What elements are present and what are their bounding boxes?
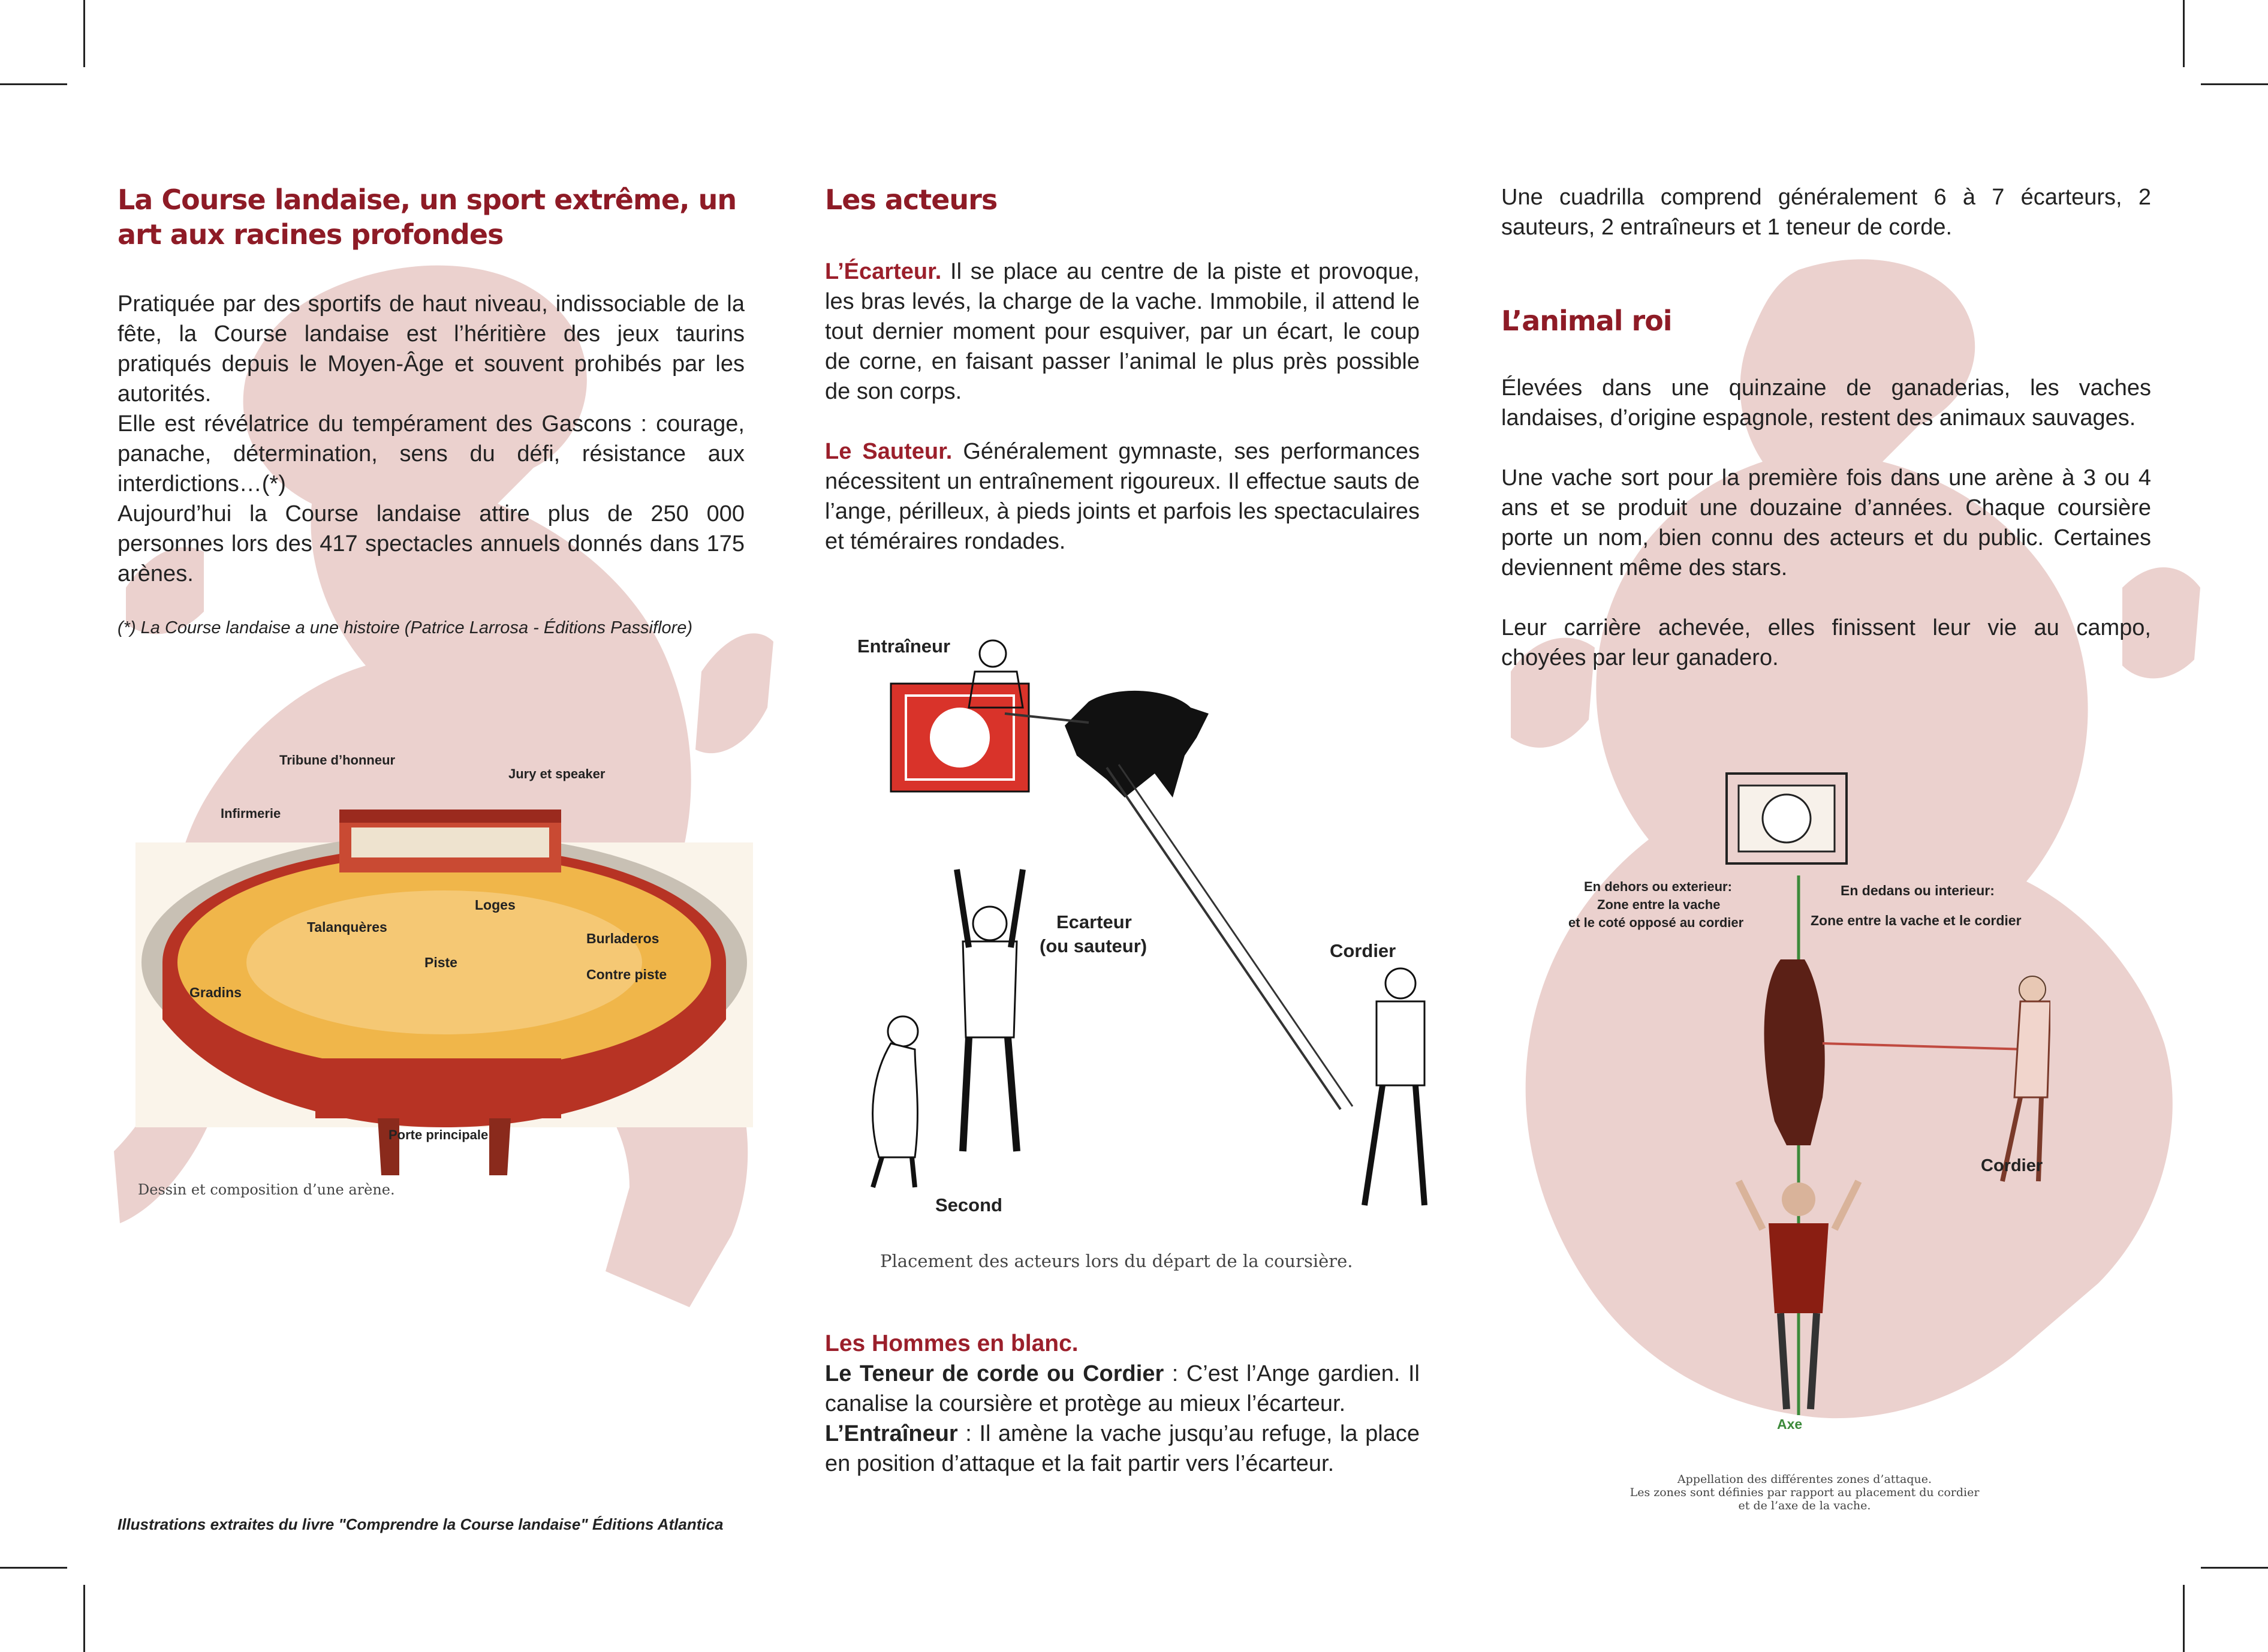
label-dehors-2: Zone entre la vache <box>1597 897 1721 912</box>
ecarteur-text: Il se place au centre de la piste et provoque, les bras levés, la charge de la vache. Immobile, il attend le tout dernier moment pour esquiver, par un écart, le coup de corne, en faisant passer l’animal le plus près possible de son corps. <box>825 259 1420 404</box>
teneur-paragraph <box>825 1359 1420 1419</box>
crop-mark <box>2183 0 2185 67</box>
paragraph: Elle est révélatrice du tempérament des Gascons : courage, panache, détermination, sens du défi, résistance aux interdictions…(*) <box>118 411 745 496</box>
paragraph: Pratiquée par des sportifs de haut niveau, indissociable de la fête, la Course landaise est l’héritière des jeux taurins pratiqués depuis le Moyen-Âge et souvent prohibés par les autorités. <box>118 291 745 407</box>
arena-illustration <box>135 744 753 1217</box>
teneur-text: : C’est l’Ange gardien. Il canalise la coursière et protège au mieux l’écarteur. <box>825 1361 1420 1416</box>
paragraph: Aujourd’hui la Course landaise attire plus de 250 000 personnes lors des 417 spectacles annuels donnés dans 175 arènes. <box>118 501 745 586</box>
label-dehors-3: et le coté opposé au cordier <box>1568 915 1744 930</box>
label-ou-sauteur: (ou sauteur) <box>1040 935 1147 956</box>
label-talanqueres: Talanquères <box>307 919 387 935</box>
crop-mark <box>2183 1585 2185 1652</box>
zones-caption-line: Les zones sont définies par rapport au placement du cordier <box>1630 1486 1980 1499</box>
label-tribune: Tribune d’honneur <box>279 753 396 768</box>
label-dehors-1: En dehors ou exterieur: <box>1584 879 1732 894</box>
paragraph: Une vache sort pour la première fois dans une arène à 3 ou 4 ans et se produit une douzaine d’années. Chaque coursière porte un nom, bien connu des acteurs et du public. Certaines deviennent même des stars. <box>1501 465 2151 580</box>
label-infirmerie: Infirmerie <box>221 806 281 821</box>
entraineur-text: : Il amène la vache jusqu’au refuge, la place en position d’attaque et la fait partir vers l’écarteur. <box>825 1421 1420 1476</box>
label-burladeros: Burladeros <box>586 931 659 946</box>
teneur-label: Le Teneur de corde ou Cordier <box>825 1361 1164 1386</box>
zones-illustration <box>1559 762 2050 1535</box>
paragraph: Leur carrière achevée, elles finissent leur vie au campo, choyées par leur ganadero. <box>1501 615 2151 670</box>
zones-caption-line: et de l’axe de la vache. <box>1738 1499 1871 1512</box>
entraineur-paragraph <box>825 1419 1420 1479</box>
paragraph: Élevées dans une quinzaine de ganaderias, les vaches landaises, d’origine espagnole, restent des animaux sauvages. <box>1501 375 2151 431</box>
crop-mark <box>2201 83 2268 85</box>
label-axe: Axe <box>1777 1416 1803 1432</box>
zones-drawing <box>1559 762 2050 1439</box>
crop-mark <box>2201 1567 2268 1569</box>
column-2 <box>825 182 1420 556</box>
footnote: (*) La Course landaise a une histoire (Patrice Larrosa - Éditions Passiflore) <box>118 618 693 637</box>
label-porte: Porte principale <box>388 1127 489 1142</box>
label-dedans-2: Zone entre la vache et le cordier <box>1811 913 2022 928</box>
section-heading: La Course landaise, un sport extrême, un art aux racines profondes <box>118 183 737 251</box>
crop-mark <box>0 1567 67 1569</box>
sauteur-text: Généralement gymnaste, ses performances nécessitent un entraînement rigoureux. Il effectue sauts de l’ange, périlleux, à pieds joints et parfois les spectaculaires et téméraires rondades. <box>825 439 1420 554</box>
zones-caption-line: Appellation des différentes zones d’attaque. <box>1677 1473 1932 1486</box>
label-second: Second <box>935 1194 1002 1215</box>
ecarteur-label: L’Écarteur. <box>825 259 942 284</box>
zones-caption <box>1559 1473 2050 1512</box>
crop-mark <box>83 1585 85 1652</box>
crop-mark <box>0 83 67 85</box>
entraineur-label: L’Entraîneur <box>825 1421 958 1446</box>
column-1 <box>118 182 745 639</box>
sauteur-paragraph <box>825 437 1420 556</box>
label-jury: Jury et speaker <box>508 766 606 781</box>
section-heading: L’animal roi <box>1501 305 1672 337</box>
sauteur-label: Le Sauteur. <box>825 439 953 464</box>
label-loges: Loges <box>475 897 516 913</box>
label-gradins: Gradins <box>189 985 242 1000</box>
label-cordier: Cordier <box>1330 940 1396 961</box>
label-cordier-zone: Cordier <box>1981 1156 2043 1175</box>
label-piste: Piste <box>424 955 457 970</box>
ecarteur-paragraph <box>825 257 1420 407</box>
arena-caption: Dessin et composition d’une arène. <box>138 1181 395 1198</box>
column-3 <box>1501 182 2151 673</box>
actors-illustration <box>825 618 1451 1301</box>
intro-text <box>118 289 745 589</box>
hommes-en-blanc-section <box>825 1329 1420 1479</box>
label-entraineur: Entraîneur <box>857 636 951 657</box>
label-dedans-1: En dedans ou interieur: <box>1841 883 1995 898</box>
paragraph: Une cuadrilla comprend généralement 6 à 7 écarteurs, 2 sauteurs, 2 entraîneurs et 1 teneur de corde. <box>1501 185 2151 240</box>
label-contre-piste: Contre piste <box>586 967 667 982</box>
section-heading: Les acteurs <box>825 183 998 216</box>
label-ecarteur: Ecarteur <box>1056 911 1132 932</box>
illustration-credits: Illustrations extraites du livre "Comprendre la Course landaise" Éditions Atlantica <box>118 1515 724 1533</box>
crop-mark <box>83 0 85 67</box>
subheading: Les Hommes en blanc. <box>825 1331 1079 1356</box>
actors-caption: Placement des acteurs lors du départ de la coursière. <box>880 1251 1353 1271</box>
